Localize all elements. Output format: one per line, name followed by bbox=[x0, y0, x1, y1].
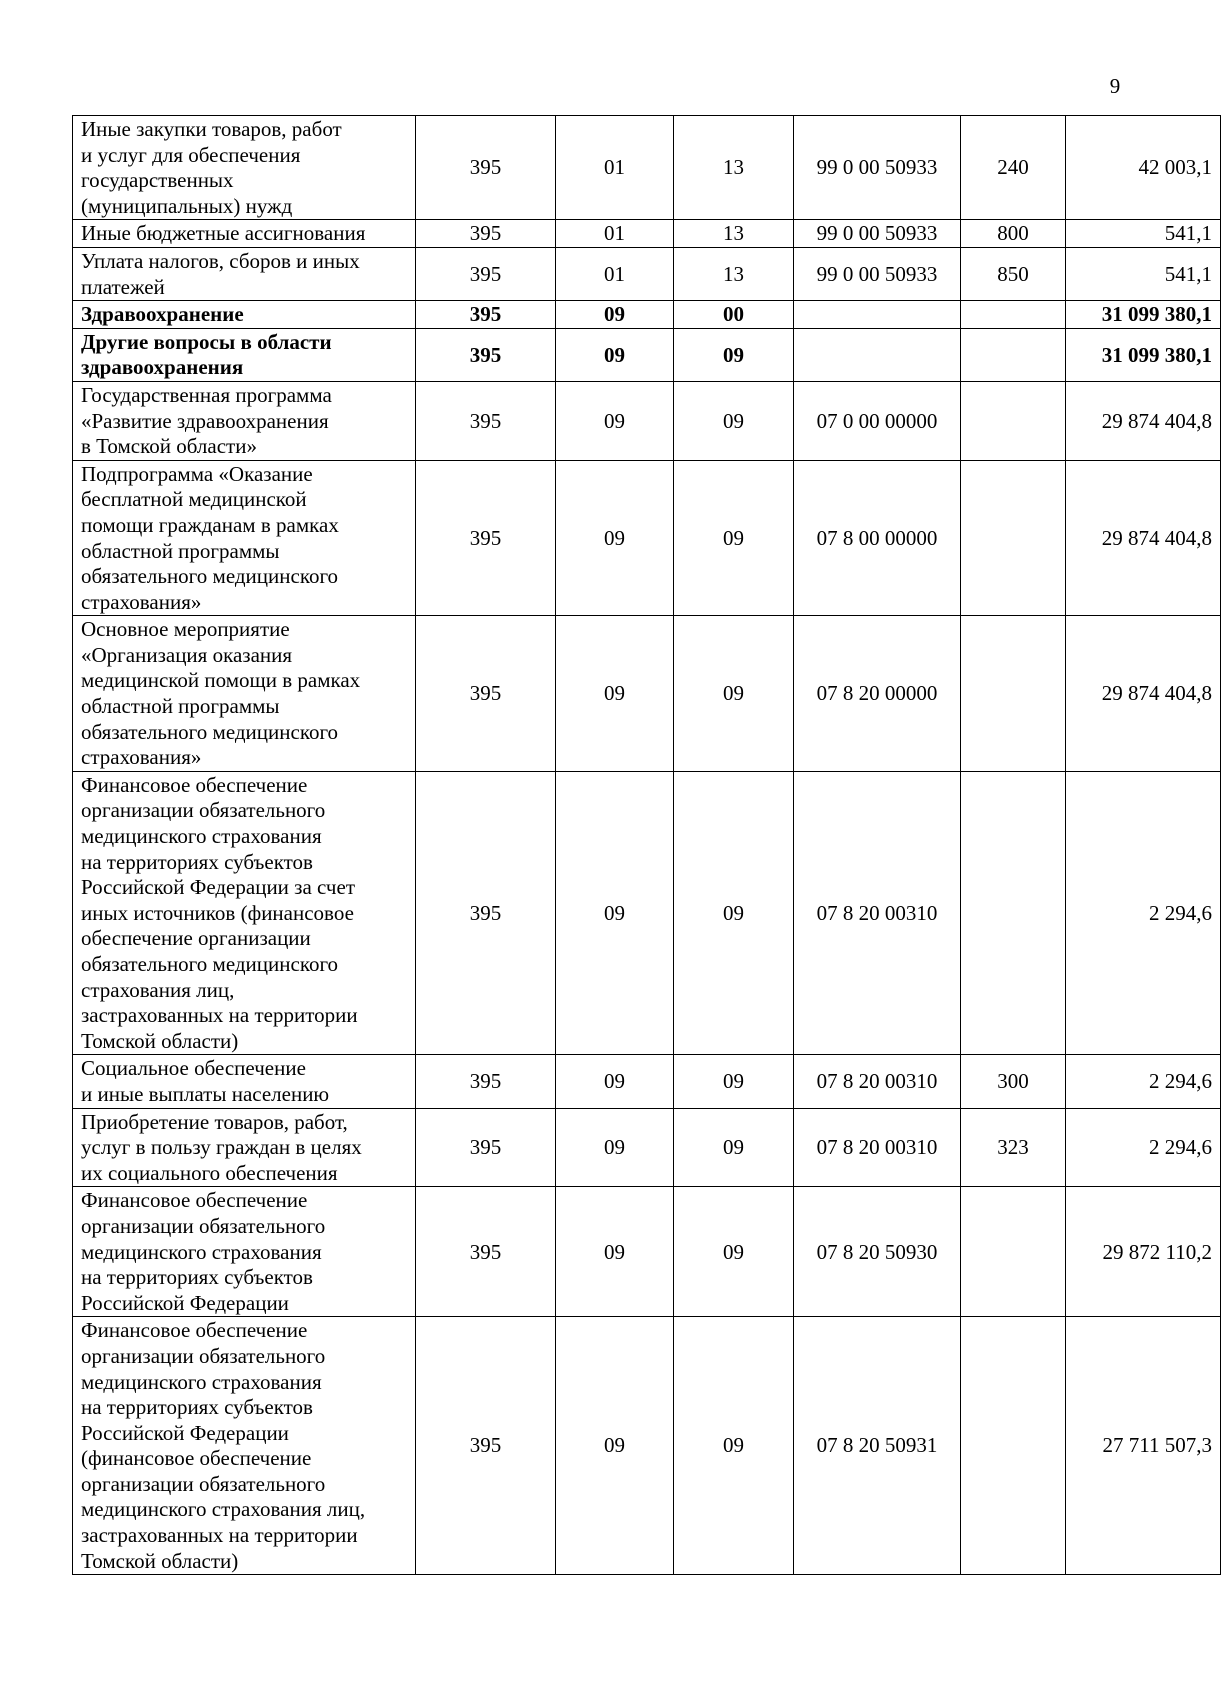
pr-cell: 09 bbox=[674, 1055, 794, 1108]
row-name-cell: Иные бюджетные ассигнования bbox=[73, 220, 416, 248]
sum-cell: 541,1 bbox=[1066, 220, 1221, 248]
row-name-cell: Финансовое обеспечение организации обязательного медицинского страхования на территориях субъектов Российской Федерации за счет иных источников (финансовое обеспечение организации обязательного медицинского страхования лиц, застрахованных на территории Томской области) bbox=[73, 771, 416, 1055]
vr-cell bbox=[961, 1187, 1066, 1317]
sum-cell: 42 003,1 bbox=[1066, 116, 1221, 220]
ved-cell: 395 bbox=[416, 1055, 556, 1108]
table-row bbox=[73, 116, 1221, 220]
rz-cell: 01 bbox=[556, 220, 674, 248]
row-name-cell: Государственная программа «Развитие здравоохранения в Томской области» bbox=[73, 381, 416, 460]
sum-cell: 541,1 bbox=[1066, 247, 1221, 300]
ved-cell: 395 bbox=[416, 247, 556, 300]
table-row bbox=[73, 460, 1221, 616]
rz-cell: 09 bbox=[556, 1317, 674, 1575]
sum-cell: 27 711 507,3 bbox=[1066, 1317, 1221, 1575]
csr-cell bbox=[794, 301, 961, 329]
vr-cell: 850 bbox=[961, 247, 1066, 300]
ved-cell: 395 bbox=[416, 771, 556, 1055]
pr-cell: 09 bbox=[674, 460, 794, 616]
table-row bbox=[73, 247, 1221, 300]
rz-cell: 09 bbox=[556, 328, 674, 381]
sum-cell: 31 099 380,1 bbox=[1066, 301, 1221, 329]
pr-cell: 09 bbox=[674, 616, 794, 772]
csr-cell: 07 8 20 00310 bbox=[794, 1055, 961, 1108]
csr-cell: 07 8 20 00310 bbox=[794, 1108, 961, 1187]
ved-cell: 395 bbox=[416, 616, 556, 772]
sum-cell: 29 874 404,8 bbox=[1066, 616, 1221, 772]
pr-cell: 09 bbox=[674, 1108, 794, 1187]
csr-cell: 07 8 20 00310 bbox=[794, 771, 961, 1055]
rz-cell: 09 bbox=[556, 301, 674, 329]
ved-cell: 395 bbox=[416, 328, 556, 381]
row-name-cell: Подпрограмма «Оказание бесплатной медицинской помощи гражданам в рамках областной программы обязательного медицинского страхования» bbox=[73, 460, 416, 616]
vr-cell: 300 bbox=[961, 1055, 1066, 1108]
row-name-cell: Финансовое обеспечение организации обязательного медицинского страхования на территориях субъектов Российской Федерации bbox=[73, 1187, 416, 1317]
sum-cell: 29 874 404,8 bbox=[1066, 460, 1221, 616]
sum-cell: 29 874 404,8 bbox=[1066, 381, 1221, 460]
rz-cell: 01 bbox=[556, 247, 674, 300]
pr-cell: 13 bbox=[674, 220, 794, 248]
csr-cell: 07 8 20 50930 bbox=[794, 1187, 961, 1317]
csr-cell: 07 8 20 50931 bbox=[794, 1317, 961, 1575]
csr-cell: 07 8 00 00000 bbox=[794, 460, 961, 616]
row-name-cell: Уплата налогов, сборов и иных платежей bbox=[73, 247, 416, 300]
vr-cell: 240 bbox=[961, 116, 1066, 220]
rz-cell: 09 bbox=[556, 1108, 674, 1187]
sum-cell: 31 099 380,1 bbox=[1066, 328, 1221, 381]
rz-cell: 09 bbox=[556, 616, 674, 772]
csr-cell: 99 0 00 50933 bbox=[794, 247, 961, 300]
ved-cell: 395 bbox=[416, 1187, 556, 1317]
budget-table-body bbox=[73, 116, 1221, 1575]
row-name-cell: Иные закупки товаров, работ и услуг для обеспечения государственных (муниципальных) нужд bbox=[73, 116, 416, 220]
rz-cell: 09 bbox=[556, 1187, 674, 1317]
sum-cell: 29 872 110,2 bbox=[1066, 1187, 1221, 1317]
pr-cell: 13 bbox=[674, 247, 794, 300]
vr-cell bbox=[961, 616, 1066, 772]
pr-cell: 00 bbox=[674, 301, 794, 329]
row-name-cell: Другие вопросы в области здравоохранения bbox=[73, 328, 416, 381]
csr-cell: 07 0 00 00000 bbox=[794, 381, 961, 460]
sum-cell: 2 294,6 bbox=[1066, 771, 1221, 1055]
ved-cell: 395 bbox=[416, 381, 556, 460]
row-name-cell: Финансовое обеспечение организации обязательного медицинского страхования на территориях субъектов Российской Федерации (финансовое обеспечение организации обязательного медицинского страхования лиц, застрахованных на территории Томской области) bbox=[73, 1317, 416, 1575]
ved-cell: 395 bbox=[416, 1108, 556, 1187]
pr-cell: 09 bbox=[674, 1317, 794, 1575]
rz-cell: 09 bbox=[556, 460, 674, 616]
rz-cell: 09 bbox=[556, 381, 674, 460]
pr-cell: 09 bbox=[674, 771, 794, 1055]
pr-cell: 13 bbox=[674, 116, 794, 220]
pr-cell: 09 bbox=[674, 328, 794, 381]
vr-cell bbox=[961, 301, 1066, 329]
vr-cell: 800 bbox=[961, 220, 1066, 248]
rz-cell: 09 bbox=[556, 1055, 674, 1108]
table-row bbox=[73, 220, 1221, 248]
vr-cell: 323 bbox=[961, 1108, 1066, 1187]
csr-cell: 07 8 20 00000 bbox=[794, 616, 961, 772]
ved-cell: 395 bbox=[416, 1317, 556, 1575]
csr-cell: 99 0 00 50933 bbox=[794, 220, 961, 248]
row-name-cell: Основное мероприятие «Организация оказания медицинской помощи в рамках областной программы обязательного медицинского страхования» bbox=[73, 616, 416, 772]
table-row bbox=[73, 381, 1221, 460]
ved-cell: 395 bbox=[416, 460, 556, 616]
row-name-cell: Здравоохранение bbox=[73, 301, 416, 329]
ved-cell: 395 bbox=[416, 116, 556, 220]
sum-cell: 2 294,6 bbox=[1066, 1055, 1221, 1108]
table-row bbox=[73, 301, 1221, 329]
table-row bbox=[73, 1317, 1221, 1575]
pr-cell: 09 bbox=[674, 381, 794, 460]
row-name-cell: Социальное обеспечение и иные выплаты населению bbox=[73, 1055, 416, 1108]
table-row bbox=[73, 1108, 1221, 1187]
page-number: 9 bbox=[1109, 74, 1121, 98]
table-row bbox=[73, 1187, 1221, 1317]
table-row bbox=[73, 328, 1221, 381]
pr-cell: 09 bbox=[674, 1187, 794, 1317]
table-row bbox=[73, 1055, 1221, 1108]
budget-table bbox=[72, 115, 1221, 1575]
vr-cell bbox=[961, 460, 1066, 616]
csr-cell: 99 0 00 50933 bbox=[794, 116, 961, 220]
rz-cell: 01 bbox=[556, 116, 674, 220]
sum-cell: 2 294,6 bbox=[1066, 1108, 1221, 1187]
row-name-cell: Приобретение товаров, работ, услуг в пользу граждан в целях их социального обеспечения bbox=[73, 1108, 416, 1187]
table-row bbox=[73, 771, 1221, 1055]
vr-cell bbox=[961, 1317, 1066, 1575]
vr-cell bbox=[961, 771, 1066, 1055]
vr-cell bbox=[961, 381, 1066, 460]
csr-cell bbox=[794, 328, 961, 381]
ved-cell: 395 bbox=[416, 220, 556, 248]
rz-cell: 09 bbox=[556, 771, 674, 1055]
vr-cell bbox=[961, 328, 1066, 381]
table-row bbox=[73, 616, 1221, 772]
ved-cell: 395 bbox=[416, 301, 556, 329]
